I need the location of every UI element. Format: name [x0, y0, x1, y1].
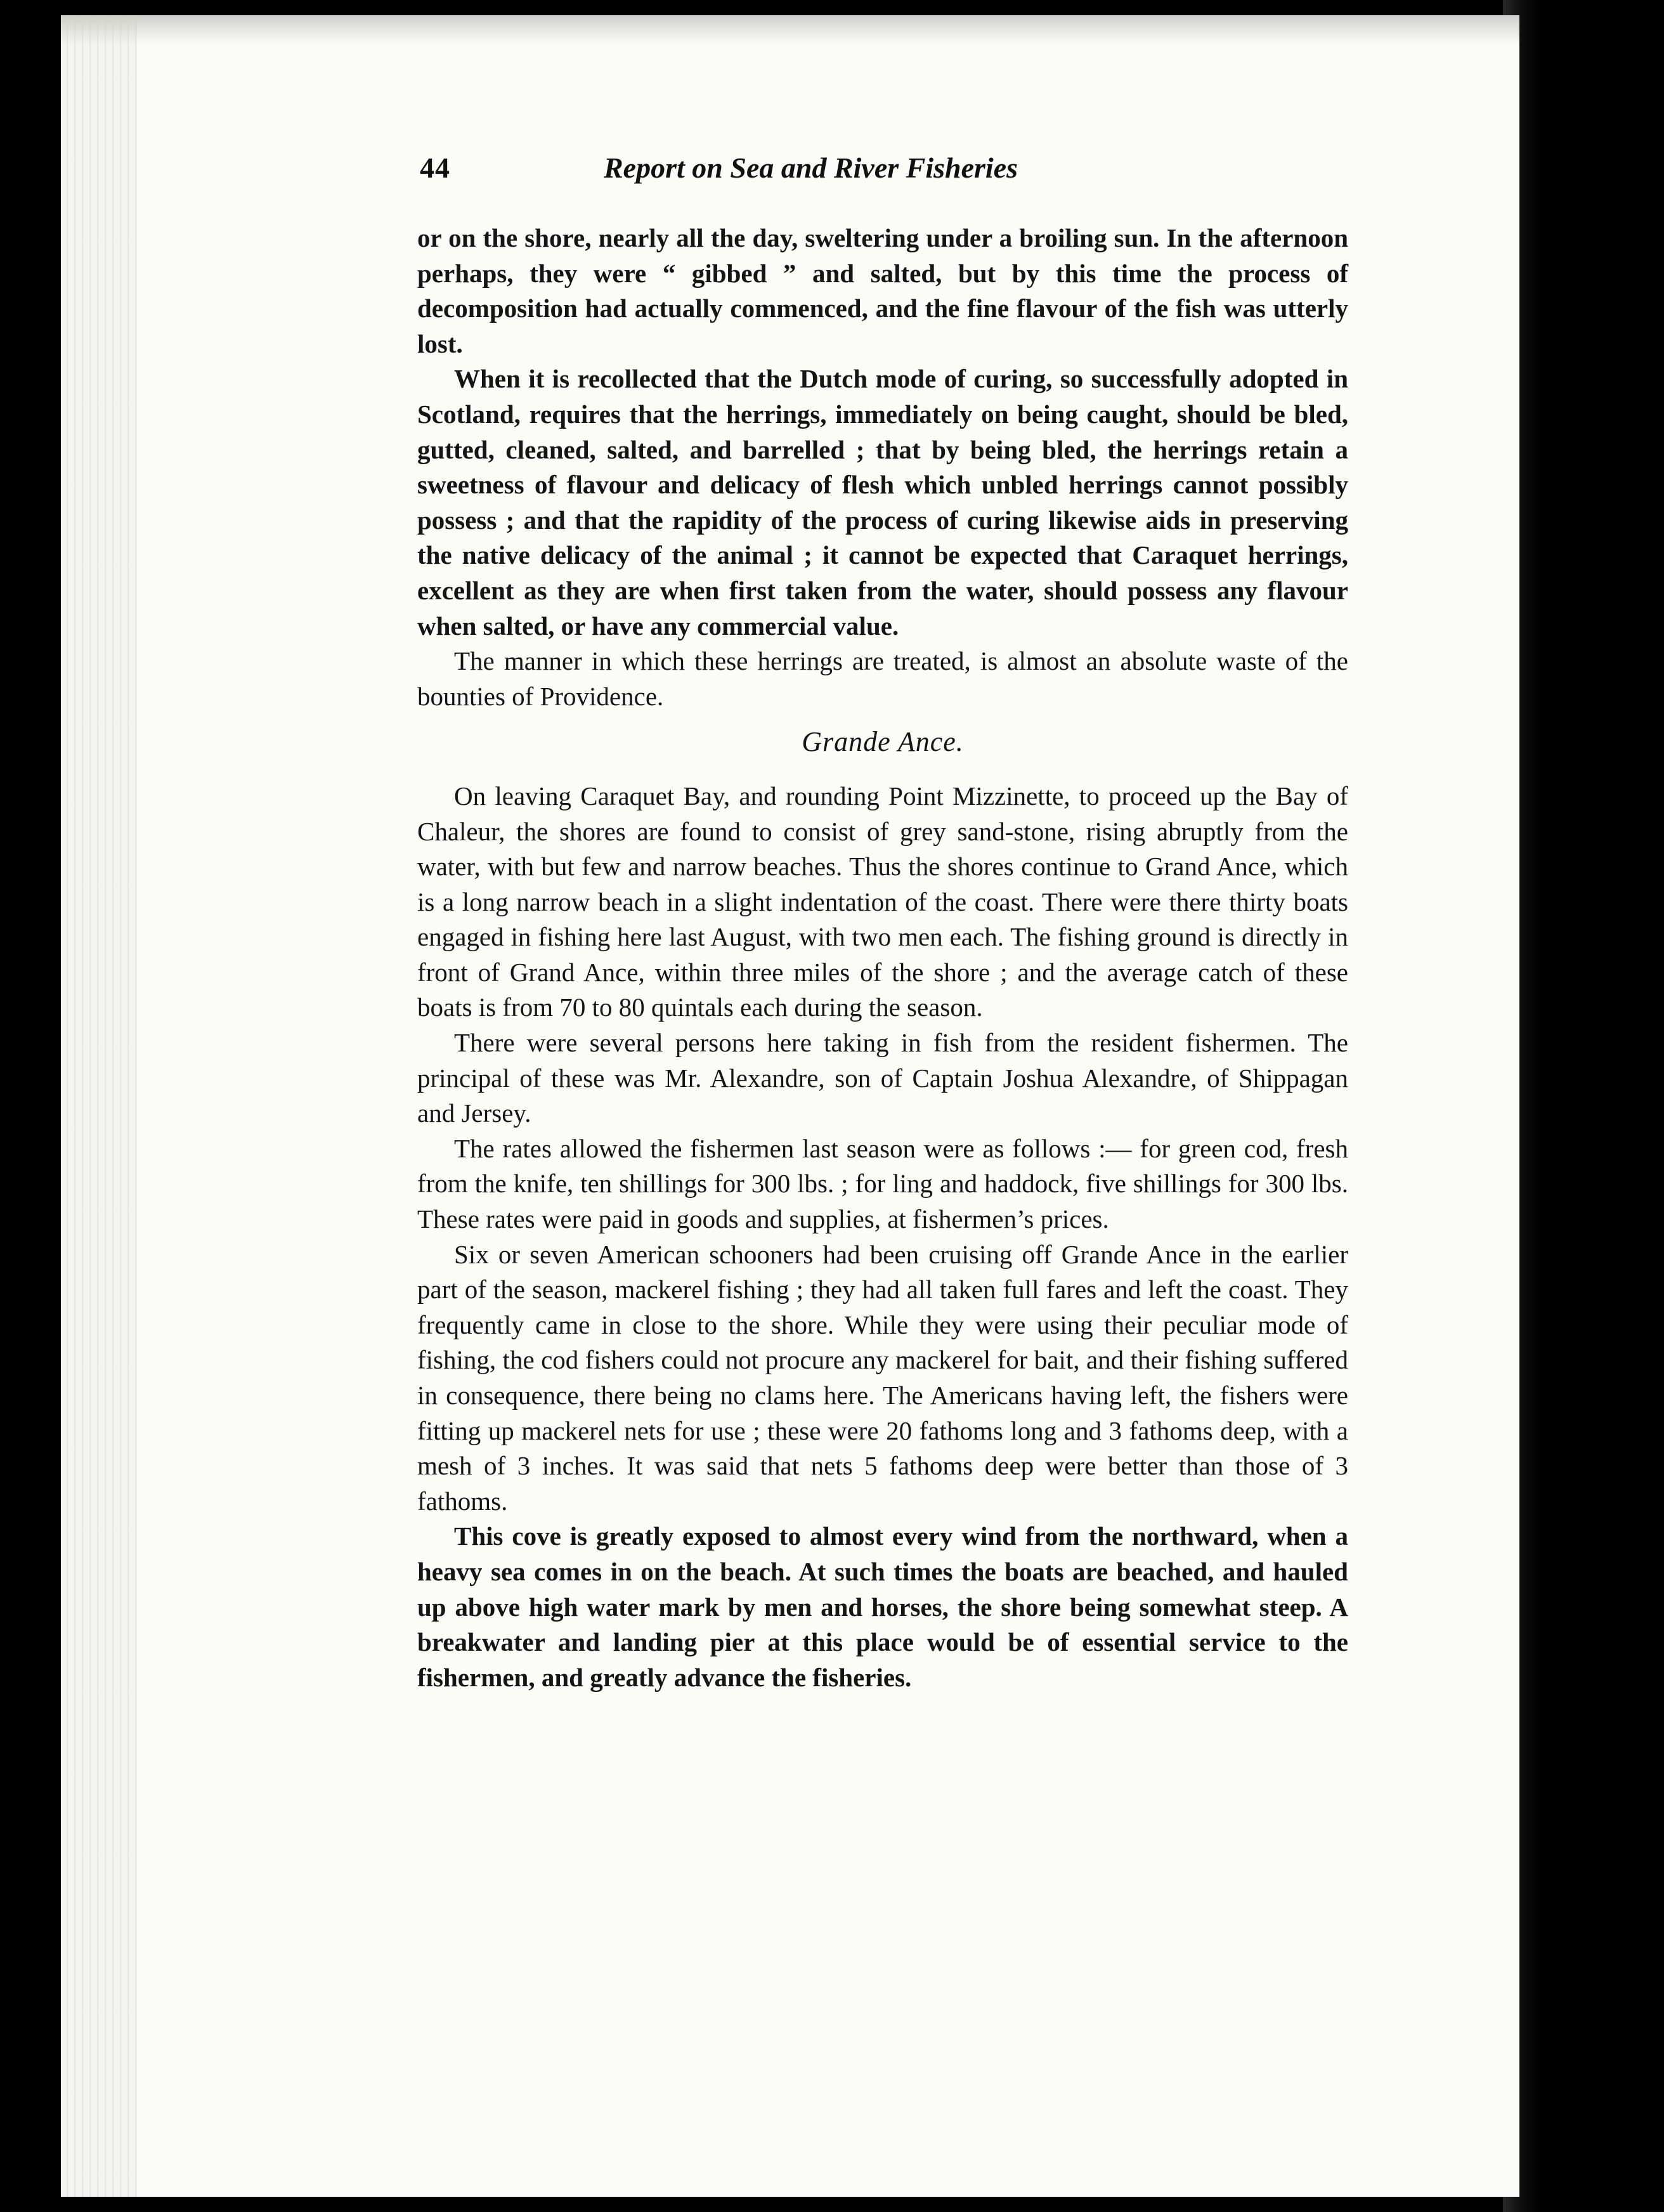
paragraph: The manner in which these herrings are treated, is almost an absolute waste of the bounties of Providence. [417, 646, 1348, 711]
body-text [417, 221, 1348, 1695]
paragraph: There were several persons here taking in fish from the resident fishermen. The principal of these was Mr. Alexandre, son of Captain Joshua Alexandre, of Shippagan and Jersey. [417, 1028, 1348, 1128]
section-heading: Grande Ance. [802, 726, 964, 758]
page-top-shadow [61, 15, 1519, 44]
paragraph: The rates allowed the fishermen last season were as follows :— for green cod, fresh from the knife, ten shillings for 300 lbs. ; for ling and haddock, five shillings for 300 lbs. These rates were paid in goods and supplies, at fishermen’s prices. [417, 1133, 1348, 1234]
right-dark-margin [1503, 0, 1664, 2212]
paragraph: This cove is greatly exposed to almost every wind from the northward, when a heavy sea comes in on the beach. At such times the boats are beached, and hauled up above high water mark by men and horses, the shore being somewhat steep. A breakwater and landing pier at this place would be of essential service to the fishermen, and greatly advance the fisheries. [417, 1521, 1348, 1692]
paragraph: Six or seven American schooners had been cruising off Grande Ance in the earlier part of the season, mackerel fishing ; they had all taken full fares and left the coast. They frequently came in close to the shore. While they were using their peculiar mode of fishing, the cod fishers could not procure any mackerel for bait, and their fishing suffered in consequence, there being no clams here. The Americans having left, the fishers were fitting up mackerel nets for use ; these were 20 fathoms long and 3 fathoms deep, with a mesh of 3 inches. It was said that nets 5 fathoms deep were better than those of 3 fathoms. [417, 1239, 1348, 1516]
page-number: 44 [420, 152, 450, 184]
paragraph-continued: or on the shore, nearly all the day, sweltering under a broiling sun. In the afternoon perhaps, they were “ gibbed ” and salted, but by this time the process of decomposition had actually commenced, and the fine flavour of the fish was utterly lost. [417, 223, 1348, 358]
running-head: Report on Sea and River Fisheries [604, 152, 1018, 184]
page-header [420, 151, 1358, 202]
page-edges [61, 15, 137, 2197]
paragraph: On leaving Caraquet Bay, and rounding Point Mizzinette, to proceed up the Bay of Chaleur, the shores are found to consist of grey sand-stone, rising abruptly from the water, with but few and narrow beaches. Thus the shores continue to Grand Ance, which is a long narrow beach in a slight indentation of the coast. There were there thirty boats engaged in fishing here last August, with two men each. The fishing ground is directly in front of Grand Ance, within three miles of the shore ; and the average catch of these boats is from 70 to 80 quintals each during the season. [417, 781, 1348, 1022]
paragraph: When it is recollected that the Dutch mode of curing, so successfully adopted in Scotland, requires that the herrings, immediately on being caught, should be bled, gutted, cleaned, salted, and barrelled ; that by being bled, the herrings retain a sweetness of flavour and delicacy of flesh which unbled herrings cannot possibly possess ; and that the rapidity of the process of curing likewise aids in preserving the native delicacy of the animal ; it cannot be expected that Caraquet herrings, excellent as they are when first taken from the water, should possess any flavour when salted, or have any commercial value. [417, 364, 1348, 641]
